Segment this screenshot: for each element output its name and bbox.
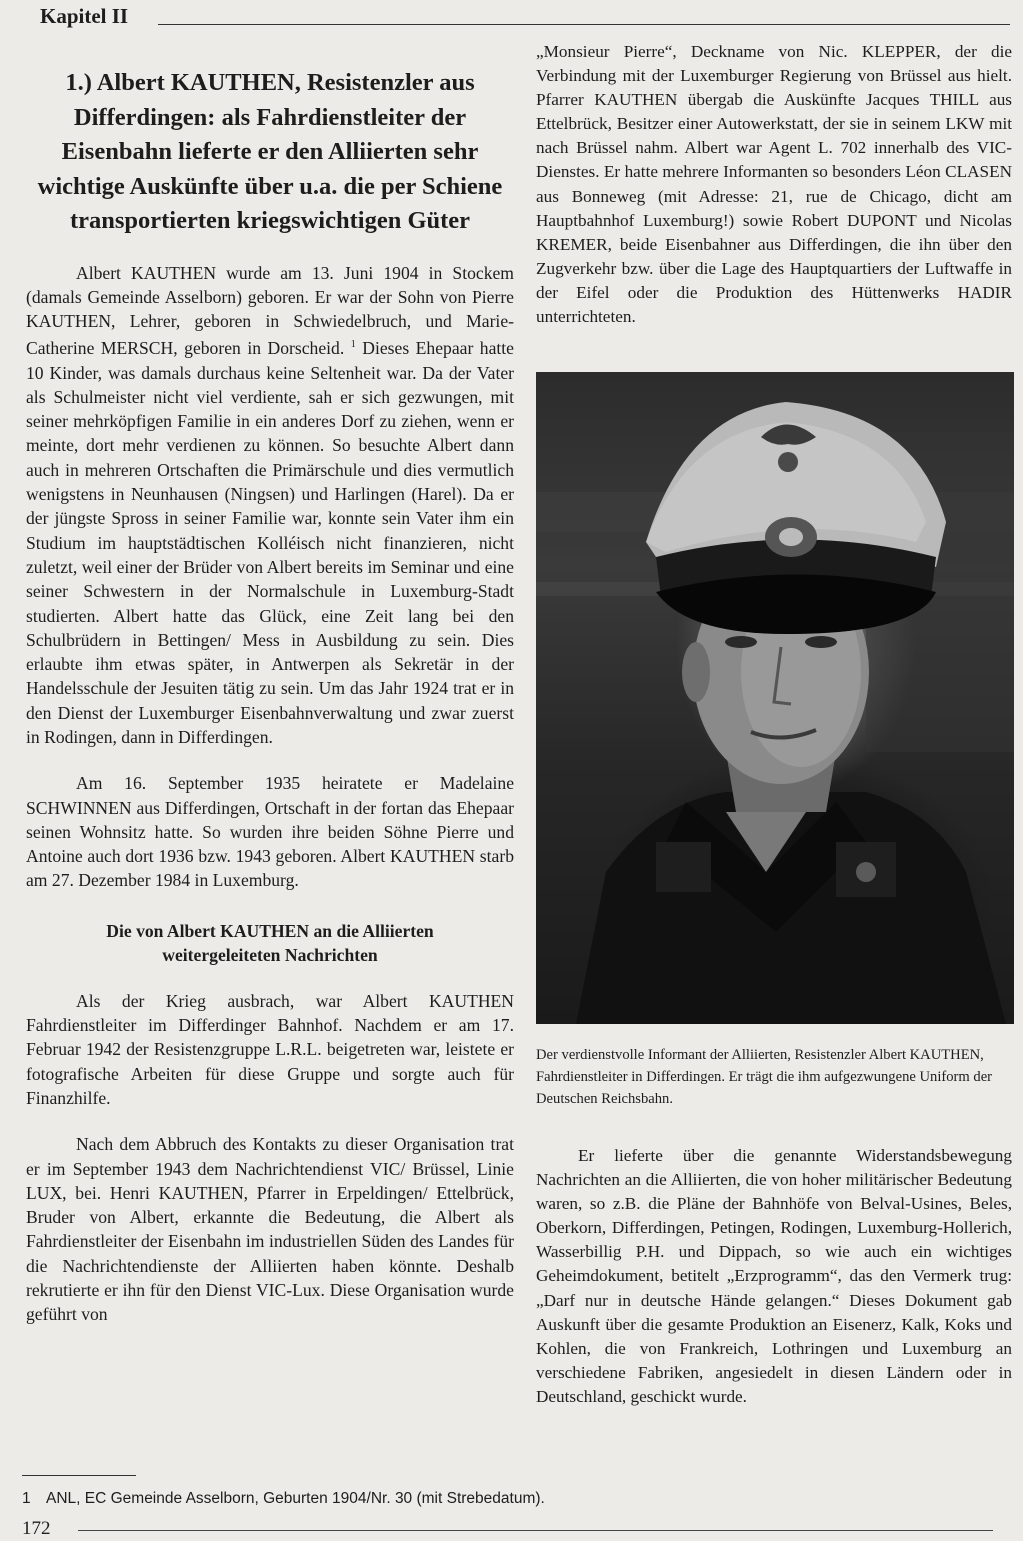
page-number: 172 (22, 1518, 51, 1539)
chapter-title: Kapitel II (40, 4, 129, 28)
portrait-illustration (536, 372, 1014, 1024)
footer-rule (78, 1530, 993, 1531)
photo-caption: Der verdienstvolle Informant der Alliierten, Resistenzler Albert KAUTHEN, Fahrdienstleiter in Differdingen. Er trägt die ihm aufgezwungene Uniform der Deutschen Reichsbahn. (536, 1047, 993, 1107)
left-column (26, 66, 514, 1327)
paragraph-delivered: Er lieferte über die genannte Widerstandsbewegung Nachrichten an die Alliierten, die von hoher militärischer Bedeutung waren, so z.B. die Pläne der Bahnhöfe von Belval-Usines, Beles, Oberkorn, Differdingen, Petingen, Rodingen, Luxemburg-Hollerich, Wasserbillig P.H. und Dippach, so wie auch ein wichtiges Geheimdokument, betitelt „Erzprogramm“, das den Vermerk trug: „Darf nur in deutsche Hände gelangen.“ Dieses Dokument gab Auskunft über die gesamte Produktion an Eisenerz, Kalk, Koks und Kohlen, die von Frankreich, Lothringen und Luxemburg an verschiedene Fabriken, angesiedelt in diesen Ländern oder in Deutschland, geschickt wurde. (536, 1146, 1012, 1406)
subheading-news: Die von Albert KAUTHEN an die Alliierten weitergeleiteten Nachrichten (106, 920, 434, 965)
right-column-lower (536, 1144, 1012, 1409)
footnote-number: 1 (22, 1490, 31, 1507)
paragraph-biography (26, 261, 514, 750)
paragraph-marriage: Am 16. September 1935 heiratete er Madelaine SCHWINNEN aus Differdingen, Ortschaft in der fortan das Ehepaar seinen Wohnsitz hatte. So wurden ihre beiden Söhne Pierre und Antoine auch dort 1936 bzw. 1943 geboren. Albert KAUTHEN starb am 27. Dezember 1984 in Luxemburg. (26, 773, 514, 891)
chapter-header (40, 2, 1010, 34)
footnote-rule (22, 1475, 136, 1476)
footnote-text: ANL, EC Gemeinde Asselborn, Geburten 1904/Nr. 30 (mit Strebedatum). (46, 1490, 545, 1507)
paragraph-biography-text-2: Dieses Ehepaar hatte 10 Kinder, was damals durchaus keine Seltenheit war. Da der Vater als Schulmeister nicht viel verdiente, sah er sich gezwungen, mit seiner mehrköpfigen Familie in ein anderes Dorf zu ziehen, wenn er meinte, dort mehr verdienen zu können. So besuchte Albert dann auch in mehreren Ortschaften die Primärschule und dies vermutlich wenigstens in Neunhausen (Ningsen) und Harlingen (Harel). Da er der jüngste Spross in seiner Familie war, konnte sein Vater ihm ein Studium im hauptstädtischen Kolléisch nicht finanzieren, nicht zuletzt, weil einer der Brüder von Albert bereits im Seminar und eine seiner Schwestern in der Normalschule in Luxemburg-Stadt studierten. Albert hatte das Glück, eine Zeit lang bei den Schulbrüdern in Bettingen/ Mess in Ausbildung zu sein. Dies erlaubte ihm etwas später, in Antwerpen als Sekretär in der Handelsschule der Jesuiten tätig zu sein. Um das Jahr 1924 trat er in den Dienst der Luxemburger Eisenbahnverwaltung und zwar zuerst in Rodingen, dann in Differdingen. (26, 338, 514, 747)
paragraph-vic: Nach dem Abbruch des Kontakts zu dieser Organisation trat er im September 1943 dem Nachrichtendienst VIC/ Brüssel, Linie LUX, bei. Henri KAUTHEN, Pfarrer in Erpeldingen/ Ettelbrück, Bruder von Albert, erkannte die Bedeutung, die Albert als Fahrdienstleiter der Eisenbahn im industriellen Süden des Landes für die Nachrichtendienste der Alliierten haben könnte. Deshalb rekrutierte er ihn für den Dienst VIC-Lux. Diese Organisation wurde geführt von (26, 1134, 514, 1325)
paragraph-continued: „Monsieur Pierre“, Deckname von Nic. KLEPPER, der die Verbindung mit der Luxemburger Regierung von Brüssel aus hielt. Pfarrer KAUTHEN übergab die Auskünfte Jacques THILL aus Ettelbrück, Besitzer einer Autowerkstatt, der sie in seinem LKW mit nach Brüssel nahm. Albert war Agent L. 702 innerhalb des VIC-Dienstes. Er hatte mehrere Informanten so besonders Léon CLASEN aus Bonneweg (mit Adresse: 21, rue de Chicago, dicht am Hauptbahnhof Luxemburg!) sowie Robert DUPONT und Nicolas KREMER, beide Eisenbahner aus Differdingen, die ihn über den Zugverkehr bzw. über die Lage des Hauptquartiers der Luftwaffe in der Eifel oder die Produktion des Hüttenwerks HADIR unterrichteten. (536, 42, 1012, 327)
paragraph-biography-text-1: Albert KAUTHEN wurde am 13. Juni 1904 in Stockem (damals Gemeinde Asselborn) geboren. Er war der Sohn von Pierre KAUTHEN, Lehrer, geboren in Schwiedelbruch, und Marie-Catherine MERSCH, geboren in Dorscheid. (26, 262, 514, 359)
chapter-rule (158, 24, 1010, 25)
section-title: 1.) Albert KAUTHEN, Resistenzler aus Differdingen: als Fahrdienstleiter der Eisenbahn lieferte er den Alliierten sehr wichtige Auskünfte über u.a. die per Schiene transportierten kriegswichtigen Güter (37, 69, 503, 234)
right-column (536, 40, 1012, 329)
portrait-photo (536, 372, 1014, 1024)
paragraph-war: Als der Krieg ausbrach, war Albert KAUTHEN Fahrdienstleiter im Differdinger Bahnhof. Nachdem er am 17. Februar 1942 der Resistenzgruppe L.R.L. beigetreten war, leistete er fotografische Arbeiten für diese Gruppe und sorgte auch für Finanzhilfe. (26, 990, 514, 1108)
footnote-reference: 1 (350, 339, 356, 351)
footnote (22, 1490, 545, 1508)
